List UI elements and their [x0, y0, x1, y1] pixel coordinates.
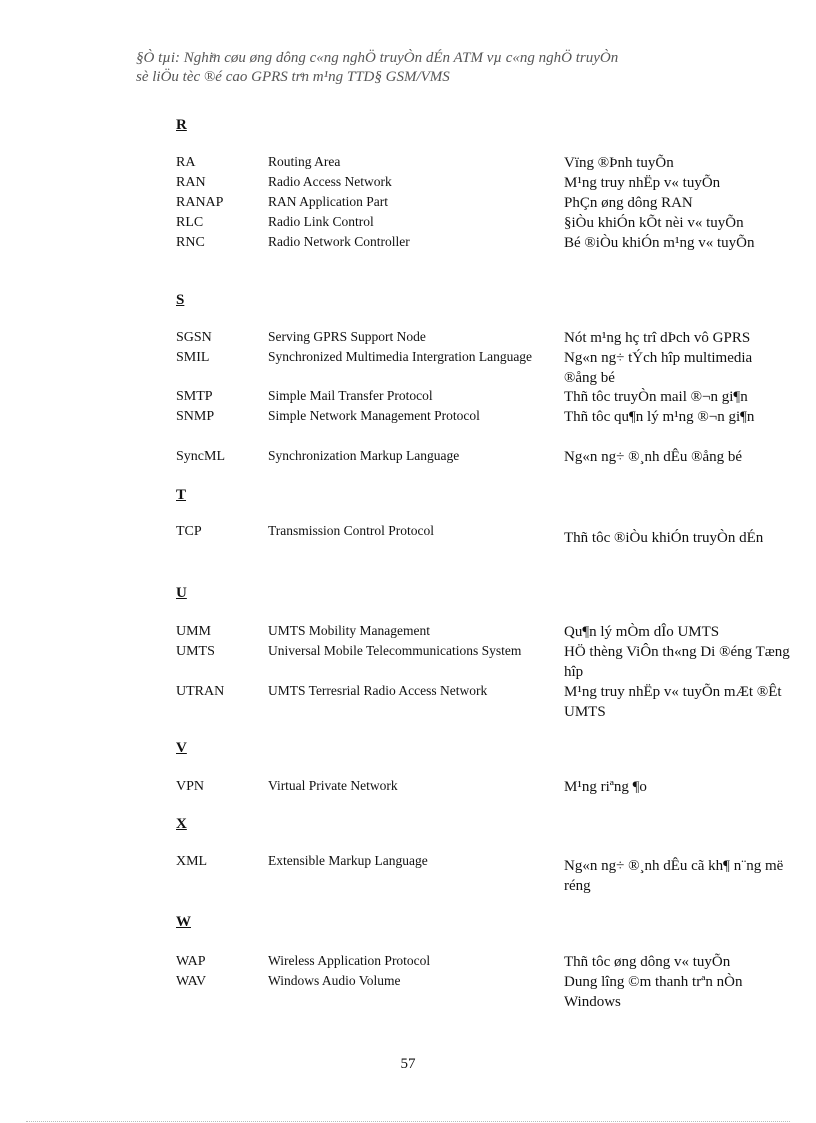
abbreviation: WAP	[176, 954, 206, 969]
vietnamese-term: Vïng ®Þnh tuyÕn	[564, 155, 674, 171]
section-letter-v: V	[176, 740, 187, 756]
vietnamese-term: Ng«n ng÷ tÝch hîp multimedia ®ång bé	[564, 350, 753, 386]
section-letter-t: T	[176, 487, 187, 503]
abbreviation: UMTS	[176, 644, 215, 659]
english-term: RAN Application Part	[268, 194, 388, 209]
abbreviation: UTRAN	[176, 684, 225, 699]
abbreviation: SMTP	[176, 389, 213, 404]
vietnamese-term: Thñ tôc ®iÒu khiÓn truyÒn dÉn	[564, 530, 764, 546]
abbreviation: RLC	[176, 215, 204, 230]
section-letter-r: R	[176, 117, 187, 133]
header-line-1: §Ò tµi: Nghiͤn cøu øng dông c«ng nghÖ truyÒn dÉn ATM vµ c«ng nghÖ truyÒn	[136, 50, 619, 66]
abbreviation: SGSN	[176, 330, 212, 345]
vietnamese-term: §iÒu khiÓn kÕt nèi v« tuyÕn	[564, 215, 744, 231]
abbreviation: UMM	[176, 624, 212, 639]
abbreviation: RA	[176, 155, 196, 170]
vietnamese-term: Thñ tôc øng dông v« tuyÕn	[564, 954, 731, 970]
english-term: Radio Network Controller	[268, 234, 410, 249]
abbreviation: SyncML	[176, 449, 225, 464]
abbreviation: VPN	[176, 779, 205, 794]
english-term: Radio Link Control	[268, 214, 374, 229]
abbreviation: RAN	[176, 175, 206, 190]
english-term: Extensible Markup Language	[268, 853, 428, 868]
vietnamese-term: Ng«n ng÷ ®¸nh dÊu ®ång bé	[564, 449, 743, 465]
vietnamese-term: M¹ng riªng ¶o	[564, 779, 647, 795]
english-term: Synchronized Multimedia Intergration Language	[268, 349, 533, 364]
english-term: Routing Area	[268, 154, 341, 169]
vietnamese-term: Qu¶n lý mÒm dÎo UMTS	[564, 624, 720, 640]
english-term: UMTS Mobility Management	[268, 623, 430, 638]
vietnamese-term: M¹ng truy nhËp v« tuyÕn	[564, 175, 721, 191]
english-term: Serving GPRS Support Node	[268, 329, 426, 344]
section-letter-w: W	[176, 914, 191, 930]
vietnamese-term: HÖ thèng ViÔn th«ng Di ®éng Tæng hîp	[564, 644, 790, 680]
english-term: Synchronization Markup Language	[268, 448, 460, 463]
document-header	[136, 49, 756, 87]
footer-divider	[26, 1121, 790, 1122]
english-term: Wireless Application Protocol	[268, 953, 431, 968]
abbreviation: SMIL	[176, 350, 210, 365]
abbreviation: RNC	[176, 235, 205, 250]
english-term: Radio Access Network	[268, 174, 392, 189]
vietnamese-term: Bé ®iÒu khiÓn m¹ng v« tuyÕn	[564, 235, 755, 251]
abbreviation: XML	[176, 854, 208, 869]
english-term: Transmission Control Protocol	[268, 523, 435, 538]
english-term: Simple Mail Transfer Protocol	[268, 388, 433, 403]
english-term: Virtual Private Network	[268, 778, 398, 793]
abbreviation: TCP	[176, 524, 202, 539]
vietnamese-term: Ng«n ng÷ ®¸nh dÊu cã kh¶ n¨ng më réng	[564, 858, 784, 894]
vietnamese-term: M¹ng truy nhËp v« tuyÕn mÆt ®Êt UMTS	[564, 684, 782, 720]
section-letter-u: U	[176, 585, 187, 601]
vietnamese-term: Dung lîng ©m thanh trªn nÒn Windows	[564, 974, 743, 1010]
header-line-2: sè liÖu tèc ®é cao GPRS trͤn m¹ng TTD§ GSM/VMS	[136, 69, 450, 85]
english-term: Windows Audio Volume	[268, 973, 401, 988]
vietnamese-term: Nót m¹ng hç trî dÞch vô GPRS	[564, 330, 751, 346]
abbreviation: SNMP	[176, 409, 215, 424]
abbreviation: RANAP	[176, 195, 224, 210]
vietnamese-term: Thñ tôc qu¶n lý m¹ng ®¬n gi¶n	[564, 409, 755, 425]
english-term: Simple Network Management Protocol	[268, 408, 480, 423]
vietnamese-term: Thñ tôc truyÒn mail ®¬n gi¶n	[564, 389, 748, 405]
vietnamese-term: PhÇn øng dông RAN	[564, 195, 693, 211]
abbreviation: WAV	[176, 974, 207, 989]
section-letter-x: X	[176, 816, 187, 832]
page-number: 57	[400, 1056, 416, 1072]
english-term: Universal Mobile Telecommunications System	[268, 643, 522, 658]
english-term: UMTS Terresrial Radio Access Network	[268, 683, 488, 698]
section-letter-s: S	[176, 292, 185, 308]
